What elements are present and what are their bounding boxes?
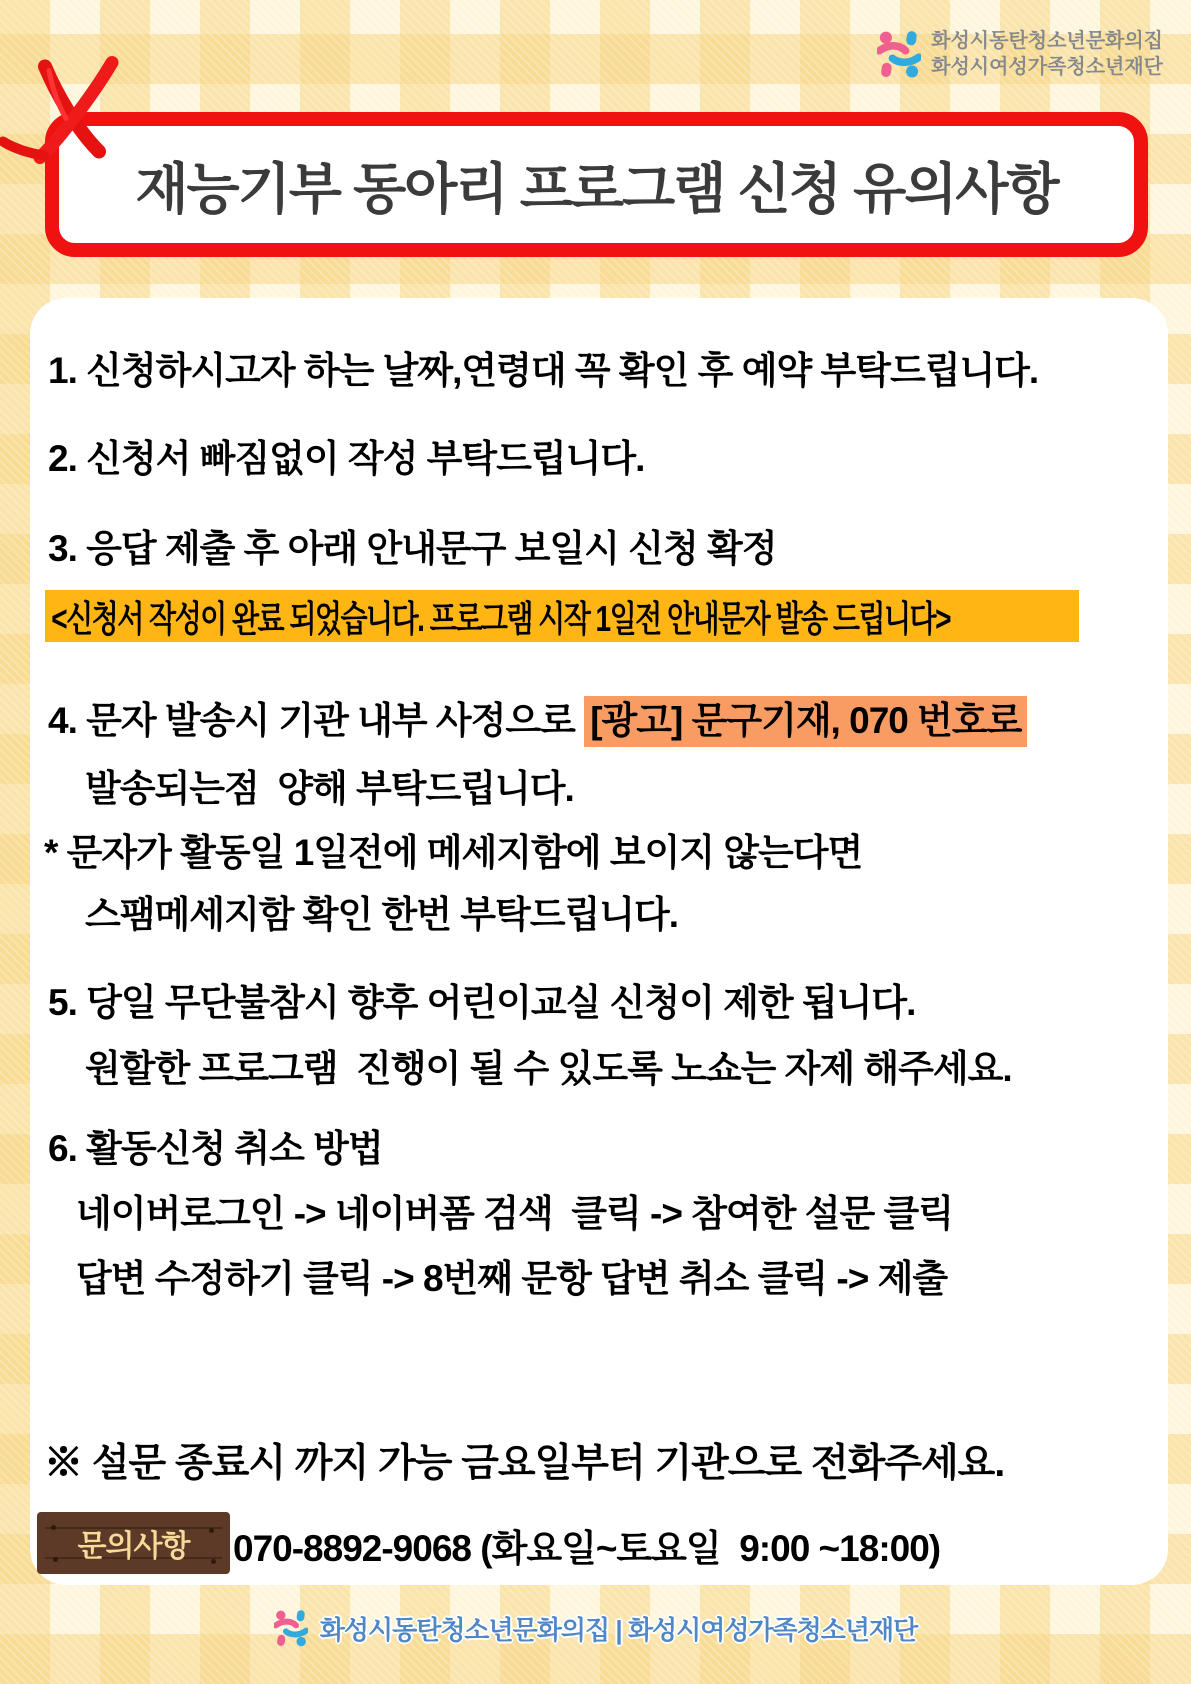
content-panel xyxy=(30,298,1168,1585)
notice-item-6: 6. 활동신청 취소 방법 xyxy=(48,1128,383,1169)
notice-item-4-note2: 스팸메세지함 확인 한번 부탁드립니다. xyxy=(85,894,678,935)
survey-phone-note: ※ 설문 종료시 까지 가능 금요일부터 기관으로 전화주세요. xyxy=(44,1442,1005,1485)
org-name-line2: 화성시여성가족청소년재단 xyxy=(931,56,1163,78)
notice-item-3: 3. 응답 제출 후 아래 안내문구 보일시 신청 확정 xyxy=(48,528,777,569)
notice-item-5-line2: 원할한 프로그램 진행이 될 수 있도록 노쇼는 자제 해주세요. xyxy=(85,1048,1012,1089)
notice-item-4-note1: * 문자가 활동일 1일전에 메세지함에 보이지 않는다면 xyxy=(44,832,863,873)
inquiry-sign-label: 문의사항 xyxy=(77,1530,190,1563)
red-x-mark xyxy=(0,50,150,175)
ad-highlight: [광고] 문구기재, 070 번호로 xyxy=(584,696,1027,747)
header-logo xyxy=(877,28,1163,80)
footer-org-text: 화성시동탄청소년문화의집 | 화성시여성가족청소년재단 xyxy=(319,1614,918,1645)
confirmation-banner xyxy=(45,590,1079,642)
inquiry-sign xyxy=(37,1512,230,1574)
confirmation-banner-text: <신청서 작성이 완료 되었습니다. 프로그램 시작 1일전 안내문자 발송 드립니다> xyxy=(51,597,950,639)
org-name-line1: 화성시동탄청소년문화의집 xyxy=(931,30,1163,52)
notice-item-1: 1. 신청하시고자 하는 날짜,연령대 꼭 확인 후 예약 부탁드립니다. xyxy=(48,350,1039,391)
notice-item-4-prefix: 4. 문자 발송시 기관 내부 사정으로 xyxy=(48,700,585,741)
notice-item-6-line3: 답변 수정하기 클릭 -> 8번째 문항 답변 취소 클릭 -> 제출 xyxy=(76,1258,948,1299)
notice-item-2: 2. 신청서 빠짐없이 작성 부탁드립니다. xyxy=(48,438,645,479)
title-box xyxy=(45,112,1148,257)
footer-logo-icon xyxy=(274,1609,308,1647)
notice-item-6-line2: 네이버로그인 -> 네이버폼 검색 클릭 -> 참여한 설문 클릭 xyxy=(76,1193,953,1234)
page-title: 재능기부 동아리 프로그램 신청 유의사항 xyxy=(135,158,1058,220)
notice-item-5: 5. 당일 무단불참시 향후 어린이교실 신청이 제한 됩니다. xyxy=(48,982,916,1023)
notice-item-4-line2: 발송되는점 양해 부탁드립니다. xyxy=(85,768,574,809)
org-logo-icon xyxy=(877,30,921,78)
footer xyxy=(0,1598,1191,1658)
notice-item-4 xyxy=(48,690,1027,744)
contact-phone: 070-8892-9068 (화요일~토요일 9:00 ~18:00) xyxy=(233,1528,941,1569)
